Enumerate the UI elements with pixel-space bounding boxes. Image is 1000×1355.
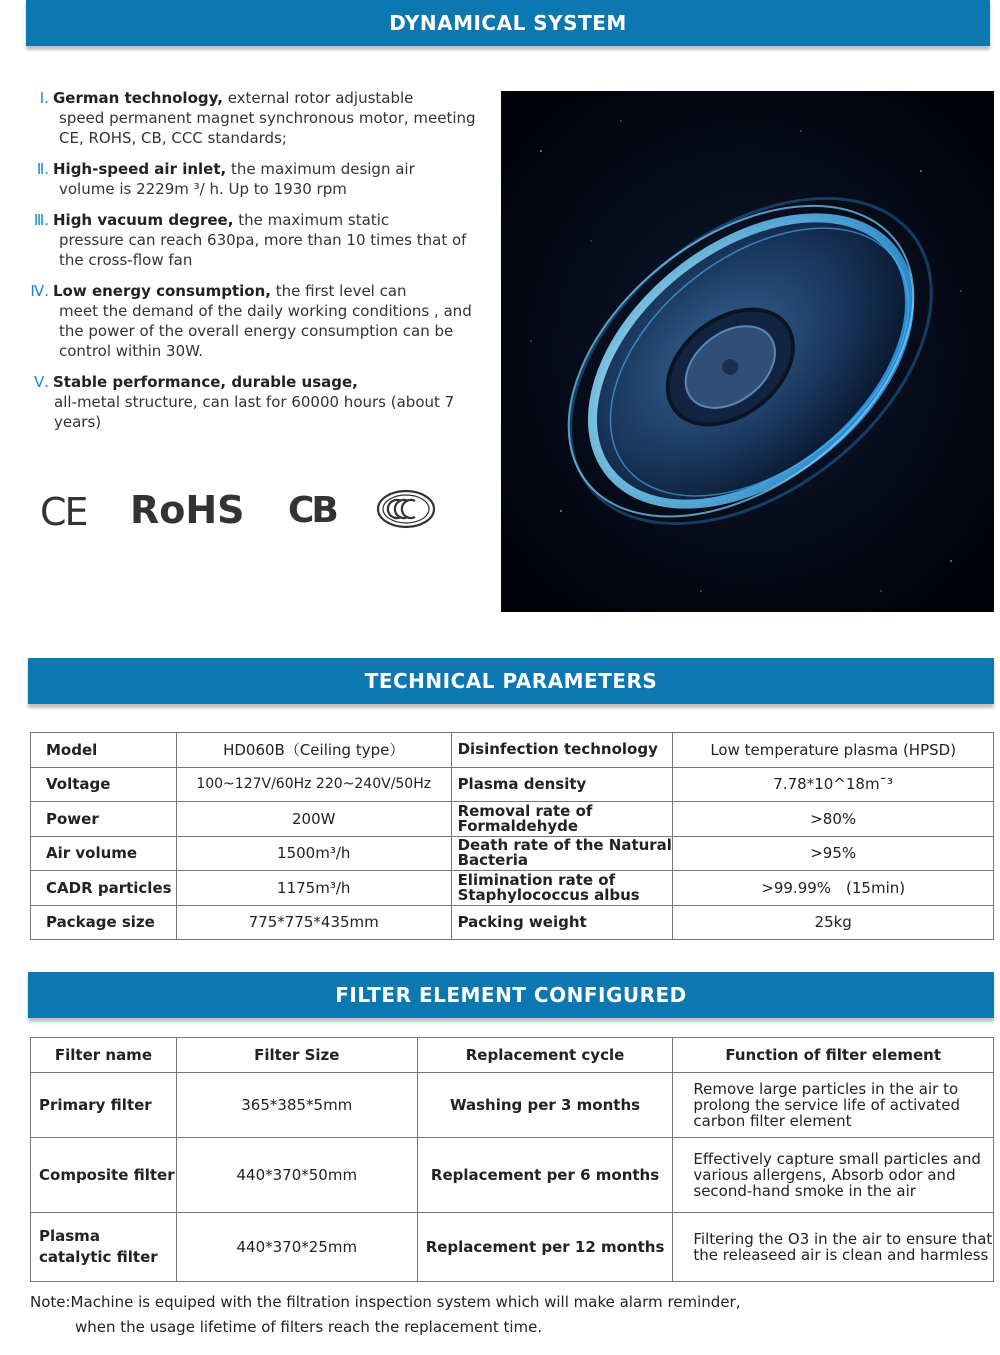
column-header: Function of filter element: [673, 1038, 994, 1073]
table-row: [31, 1213, 994, 1282]
feature-body: meet the demand of the daily working conditions , and the power of the overall energy consumption can be control within 30W.: [59, 302, 472, 360]
roman-numeral: Ⅴ.: [33, 373, 49, 391]
param-value: 775*775*435mm: [176, 905, 451, 940]
feature-title: Low energy consumption,: [53, 282, 271, 300]
feature-text: the first level can: [270, 282, 407, 300]
filter-cycle: Washing per 3 months: [417, 1073, 673, 1138]
motor-fan-image: [501, 91, 994, 612]
feature-body: speed permanent magnet synchronous motor, meeting CE, ROHS, CB, CCC standards;: [59, 109, 476, 147]
table-row: [31, 1073, 994, 1138]
section-title: FILTER ELEMENT CONFIGURED: [335, 983, 687, 1007]
footnote-line: Note:Machine is equiped with the filtration inspection system which will make alarm reminder,: [30, 1293, 741, 1311]
param-value: 7.78*10^18m¯³: [673, 767, 994, 802]
roman-numeral: Ⅲ.: [33, 211, 49, 229]
certification-logos: [38, 482, 448, 542]
param-key: Disinfection technology: [451, 733, 673, 768]
param-key: Power: [31, 802, 177, 837]
table-row: [31, 1138, 994, 1213]
footnote-line: when the usage lifetime of filters reach the replacement time.: [75, 1318, 543, 1336]
table-row: [31, 871, 994, 906]
table-row: [31, 733, 994, 768]
section-title: DYNAMICAL SYSTEM: [389, 11, 627, 35]
param-value: >99.99% (15min): [673, 871, 994, 906]
filter-function: Remove large particles in the air to prolong the service life of activated carbon filter element: [673, 1073, 994, 1138]
filter-element-table: [30, 1037, 994, 1282]
filter-size: 365*385*5mm: [176, 1073, 417, 1138]
list-item: [26, 372, 476, 432]
param-value: 100~127V/60Hz 220~240V/50Hz: [176, 767, 451, 802]
table-header-row: [31, 1038, 994, 1073]
technical-parameters-table: [30, 732, 994, 940]
table-row: [31, 802, 994, 837]
ccc-logo: [376, 488, 436, 534]
param-key: Air volume: [31, 836, 177, 871]
roman-numeral: Ⅰ.: [39, 89, 49, 107]
param-key: Package size: [31, 905, 177, 940]
param-value: 25kg: [673, 905, 994, 940]
list-item: [26, 210, 476, 270]
feature-title: High-speed air inlet,: [53, 160, 227, 178]
param-value: 1175m³/h: [176, 871, 451, 906]
footnote: [30, 1290, 740, 1340]
filter-name: Primary filter: [31, 1073, 177, 1138]
feature-body: volume is 2229m ³/ h. Up to 1930 rpm: [59, 180, 347, 198]
filter-size: 440*370*25mm: [176, 1213, 417, 1282]
section-banner-dynamical: [26, 0, 990, 46]
section-banner-technical: [28, 658, 994, 704]
table-row: [31, 905, 994, 940]
list-item: [26, 88, 476, 148]
table-row: [31, 836, 994, 871]
param-value: >95%: [673, 836, 994, 871]
ce-logo: CE: [40, 490, 87, 534]
filter-name: Plasma catalytic filter: [31, 1213, 177, 1282]
param-key: Death rate of the Natural Bacteria: [451, 836, 673, 871]
filter-function: Filtering the O3 in the air to ensure that the releaseed air is clean and harmless: [673, 1213, 994, 1282]
filter-function: Effectively capture small particles and various allergens, Absorb odor and second-hand smoke in the air: [673, 1138, 994, 1213]
param-value: Low temperature plasma (HPSD): [673, 733, 994, 768]
param-value: HD060B（Ceiling type）: [176, 733, 451, 768]
table-row: [31, 767, 994, 802]
section-banner-filter: [28, 972, 994, 1018]
list-item: [26, 281, 476, 361]
feature-text: external rotor adjustable: [222, 89, 414, 107]
feature-body: all-metal structure, can last for 60000 hours (about 7 years): [54, 393, 455, 431]
column-header: Replacement cycle: [417, 1038, 673, 1073]
feature-body: pressure can reach 630pa, more than 10 times that of the cross-flow fan: [59, 231, 467, 269]
list-item: [26, 159, 476, 199]
param-value: >80%: [673, 802, 994, 837]
param-key: Plasma density: [451, 767, 673, 802]
param-value: 200W: [176, 802, 451, 837]
feature-title: Stable performance, durable usage,: [53, 373, 358, 391]
feature-text: the maximum design air: [226, 160, 415, 178]
cb-logo: CB: [288, 490, 336, 531]
param-key: Model: [31, 733, 177, 768]
filter-cycle: Replacement per 12 months: [417, 1213, 673, 1282]
column-header: Filter name: [31, 1038, 177, 1073]
param-key: Elimination rate of Staphylococcus albus: [451, 871, 673, 906]
roman-numeral: Ⅱ.: [36, 160, 49, 178]
rohs-logo: RoHS: [130, 488, 245, 532]
filter-name: Composite filter: [31, 1138, 177, 1213]
section-title: TECHNICAL PARAMETERS: [364, 669, 658, 693]
feature-title: German technology,: [53, 89, 223, 107]
param-value: 1500m³/h: [176, 836, 451, 871]
filter-cycle: Replacement per 6 months: [417, 1138, 673, 1213]
param-key: Voltage: [31, 767, 177, 802]
feature-text: the maximum static: [233, 211, 390, 229]
param-key: CADR particles: [31, 871, 177, 906]
param-key: Removal rate of Formaldehyde: [451, 802, 673, 837]
feature-title: High vacuum degree,: [53, 211, 234, 229]
column-header: Filter Size: [176, 1038, 417, 1073]
roman-numeral: Ⅳ.: [30, 282, 49, 300]
feature-list: [26, 88, 476, 443]
filter-size: 440*370*50mm: [176, 1138, 417, 1213]
param-key: Packing weight: [451, 905, 673, 940]
